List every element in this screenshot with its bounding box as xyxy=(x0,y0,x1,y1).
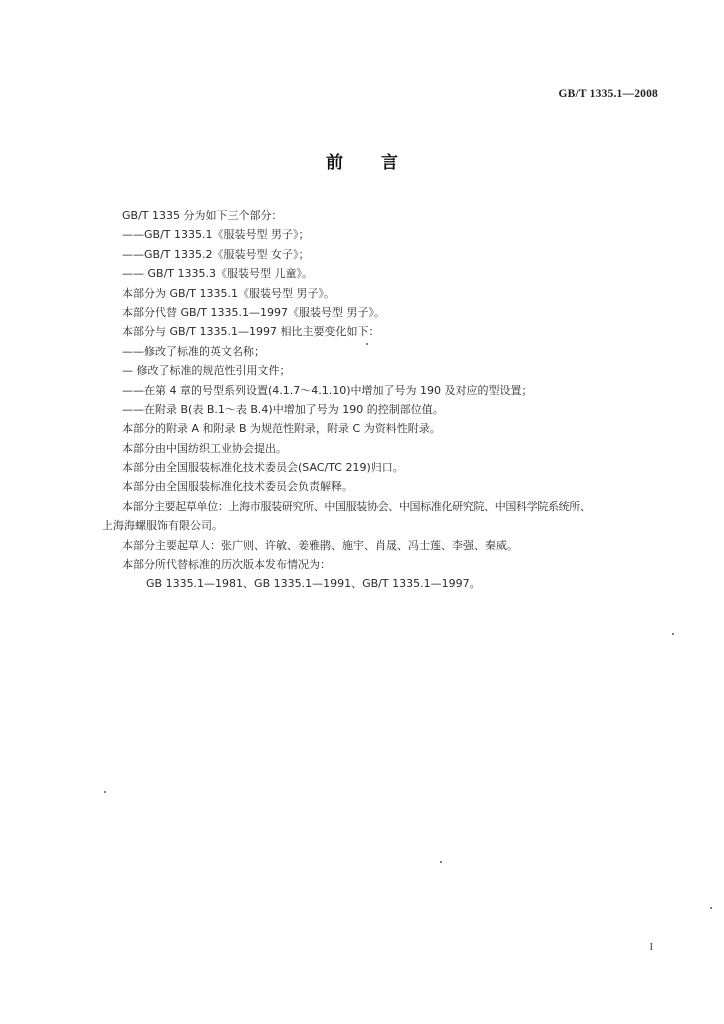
scan-speck xyxy=(710,907,712,909)
paragraph-changes-intro: 本部分与 GB/T 1335.1—1997 相比主要变化如下： xyxy=(122,325,380,339)
paragraph-drafting-units: 本部分主要起草单位：上海市服装研究所、中国服装协会、中国标准化研究院、中国科学院系统所、 xyxy=(122,499,591,513)
paragraph-annexes: 本部分的附录 A 和附录 B 为规范性附录，附录 C 为资料性附录。 xyxy=(122,422,441,436)
foreword-body xyxy=(102,206,672,594)
list-item-change2: — 修改了标准的规范性引用文件； xyxy=(122,364,291,378)
page-number: I xyxy=(649,942,653,953)
paragraph-replaces: 本部分代替 GB/T 1335.1—1997《服装号型 男子》。 xyxy=(122,305,385,319)
list-item-part2: ——GB/T 1335.2《服装号型 女子》； xyxy=(122,247,310,261)
scan-speck xyxy=(440,861,442,863)
list-item-change4: ——在附录 B(表 B.1～表 B.4)中增加了号为 190 的控制部位值。 xyxy=(122,402,444,416)
scan-speck xyxy=(104,791,106,793)
list-item-part1: ——GB/T 1335.1《服装号型 男子》； xyxy=(122,228,310,242)
standard-code: GB/T 1335.1—2008 xyxy=(558,88,658,100)
paragraph-drafting-units-cont: 上海海螺服饰有限公司。 xyxy=(102,519,223,533)
paragraph-interpreted-by: 本部分由全国服装标准化技术委员会负责解释。 xyxy=(122,480,353,494)
scan-speck xyxy=(672,633,674,635)
paragraph-history-intro: 本部分所代替标准的历次版本发布情况为： xyxy=(122,558,331,572)
paragraph-this-part: 本部分为 GB/T 1335.1《服装号型 男子》。 xyxy=(122,286,335,300)
paragraph-drafters: 本部分主要起草人：张广则、许敏、姜雅鹃、施宇、肖晟、冯士莲、李强、秦威。 xyxy=(122,538,518,552)
paragraph-proposed-by: 本部分由中国纺织工业协会提出。 xyxy=(122,441,287,455)
paragraph-parts-intro: GB/T 1335 分为如下三个部分： xyxy=(122,209,283,222)
list-item-part3: —— GB/T 1335.3《服装号型 儿童》。 xyxy=(122,267,313,281)
list-item-change3: ——在第 4 章的号型系列设置(4.1.7～4.1.10)中增加了号为 190 及对应的型设置； xyxy=(122,383,533,397)
paragraph-history-versions: GB 1335.1—1981、GB 1335.1—1991、GB/T 1335.1—1997。 xyxy=(146,577,481,591)
list-item-change1: ——修改了标准的英文名称； xyxy=(122,344,265,358)
page-title: 前言 xyxy=(326,153,436,173)
paragraph-centralized-by: 本部分由全国服装标准化技术委员会(SAC/TC 219)归口。 xyxy=(122,461,404,475)
scan-speck xyxy=(366,343,368,345)
